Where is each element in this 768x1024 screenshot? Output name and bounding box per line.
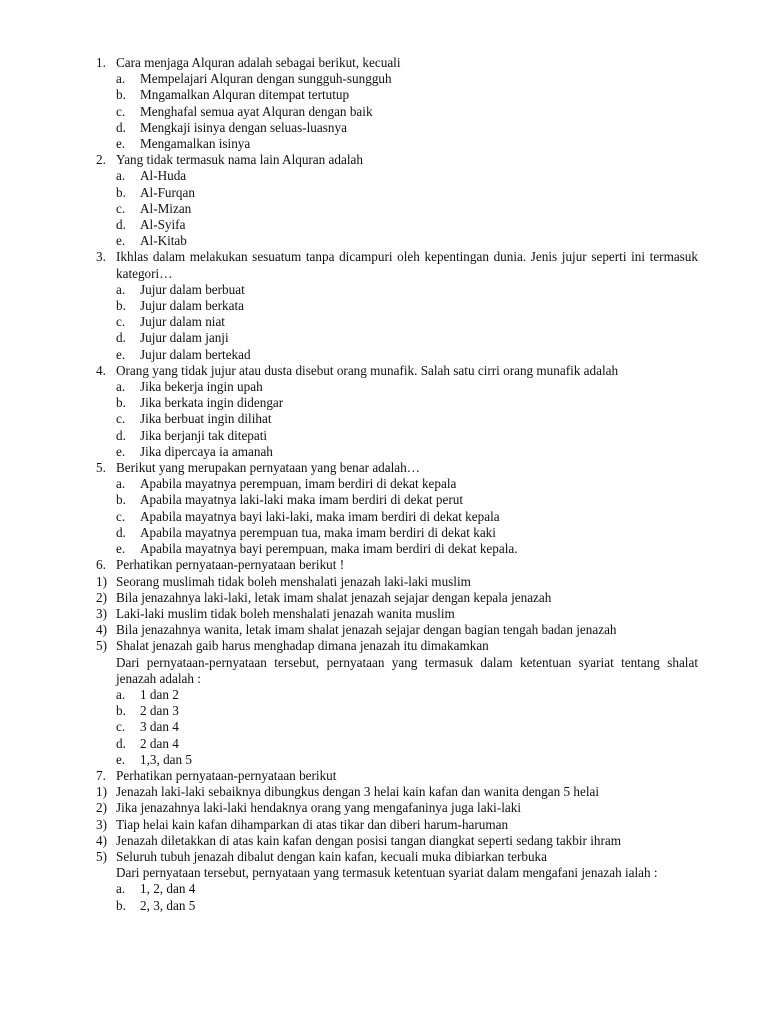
option-letter: d. — [116, 119, 126, 135]
statement-number: 3) — [96, 816, 107, 832]
answer-option — [116, 120, 698, 136]
answer-option — [116, 185, 698, 201]
option-text: Jika berkata ingin didengar — [140, 395, 284, 411]
option-text: Menghafal semua ayat Alquran dengan baik — [140, 103, 373, 119]
statement-number: 5) — [96, 638, 107, 654]
option-letter: c. — [116, 200, 126, 216]
question-text: Yang tidak termasuk nama lain Alquran adalah — [116, 152, 363, 168]
statement-text: Shalat jenazah gaib harus menghadap dimana jenazah itu dimakamkan — [116, 638, 489, 654]
option-letter: c. — [116, 508, 126, 524]
option-letter: a. — [116, 168, 126, 184]
answer-option — [116, 752, 698, 768]
option-letter: a. — [116, 71, 126, 87]
answer-option — [116, 282, 698, 298]
question-number: 6. — [96, 557, 106, 573]
option-text: Apabila mayatnya perempuan, imam berdiri di dekat kepala — [140, 476, 457, 492]
option-letter: e. — [116, 233, 126, 249]
statement-item — [96, 800, 698, 816]
answer-option — [116, 347, 698, 363]
question-followup: Dari pernyataan tersebut, pernyataan yang termasuk ketentuan syariat dalam mengafani jenazah ialah : — [116, 865, 658, 881]
statement-number: 1) — [96, 784, 107, 800]
statement-item — [96, 638, 698, 654]
statement-text: Laki-laki muslim tidak boleh menshalati jenazah wanita muslim — [116, 605, 455, 621]
option-text: Jika berbuat ingin dilihat — [140, 411, 272, 427]
option-letter: c. — [116, 411, 126, 427]
question-number: 7. — [96, 767, 106, 783]
question-number: 2. — [96, 152, 106, 168]
statement-number: 5) — [96, 848, 107, 864]
option-letter: d. — [116, 330, 126, 346]
question-stem — [96, 557, 698, 573]
answer-option — [116, 881, 698, 897]
statement-number: 2) — [96, 800, 107, 816]
statement-number: 2) — [96, 589, 107, 605]
answer-option — [116, 330, 698, 346]
option-text: 1, 2, dan 4 — [140, 881, 196, 897]
question-stem — [96, 460, 698, 476]
option-text: Al-Furqan — [140, 184, 195, 200]
option-text: Jika dipercaya ia amanah — [140, 443, 273, 459]
option-text: Mngamalkan Alquran ditempat tertutup — [140, 87, 350, 103]
option-letter: b. — [116, 87, 126, 103]
option-letter: b. — [116, 395, 126, 411]
option-letter: a. — [116, 281, 126, 297]
option-text: Apabila mayatnya perempuan tua, maka imam berdiri di dekat kaki — [140, 524, 496, 540]
answer-option — [116, 428, 698, 444]
option-text: Jika berjanji tak ditepati — [140, 427, 268, 443]
statement-text: Bila jenazahnya wanita, letak imam shalat jenazah sejajar dengan bagian tengah badan jenazah — [116, 622, 617, 638]
option-text: Apabila mayatnya bayi laki-laki, maka imam berdiri di dekat kepala — [140, 508, 500, 524]
answer-option — [116, 719, 698, 735]
question-text: Perhatikan pernyataan-pernyataan berikut ! — [116, 557, 345, 573]
option-text: Jika bekerja ingin upah — [140, 379, 263, 395]
answer-option — [116, 314, 698, 330]
question-item — [96, 460, 698, 557]
answer-option — [116, 476, 698, 492]
answer-option — [116, 136, 698, 152]
answer-option — [116, 71, 698, 87]
option-text: 2 dan 3 — [140, 703, 179, 719]
option-text: 1 dan 2 — [140, 686, 179, 702]
option-letter: d. — [116, 427, 126, 443]
option-letter: b. — [116, 703, 126, 719]
statement-text: Tiap helai kain kafan dihamparkan di atas tikar dan diberi harum-haruman — [116, 816, 509, 832]
option-text: Jujur dalam janji — [140, 330, 229, 346]
question-item — [96, 152, 698, 249]
answer-option — [116, 898, 698, 914]
question-number: 1. — [96, 55, 106, 70]
question-stem — [96, 152, 698, 168]
option-letter: c. — [116, 314, 126, 330]
option-text: 1,3, dan 5 — [140, 751, 193, 767]
answer-option — [116, 492, 698, 508]
statement-item — [96, 849, 698, 865]
answer-option — [116, 411, 698, 427]
option-text: Al-Huda — [140, 168, 187, 184]
question-stem — [96, 768, 698, 784]
option-letter: c. — [116, 103, 126, 119]
statement-number: 3) — [96, 605, 107, 621]
option-text: Mempelajari Alquran dengan sungguh-sungguh — [140, 71, 392, 87]
statement-text: Jenazah diletakkan di atas kain kafan dengan posisi tangan diangkat seperti sedang takbir ihram — [116, 832, 621, 848]
option-text: Mengkaji isinya dengan seluas-luasnya — [140, 119, 347, 135]
option-text: Jujur dalam berbuat — [140, 281, 245, 297]
option-text: Apabila mayatnya bayi perempuan, maka imam berdiri di dekat kepala. — [140, 541, 518, 557]
option-text: 3 dan 4 — [140, 719, 179, 735]
option-letter: a. — [116, 881, 126, 897]
answer-option — [116, 201, 698, 217]
option-text: Mengamalkan isinya — [140, 136, 251, 152]
answer-option — [116, 444, 698, 460]
question-item — [96, 557, 698, 768]
statement-text: Seorang muslimah tidak boleh menshalati jenazah laki-laki muslim — [116, 573, 471, 589]
option-letter: c. — [116, 719, 126, 735]
statement-item — [96, 817, 698, 833]
statement-item — [96, 833, 698, 849]
answer-option — [116, 233, 698, 249]
option-letter: a. — [116, 476, 126, 492]
answer-option — [116, 298, 698, 314]
question-text: Perhatikan pernyataan-pernyataan berikut — [116, 767, 337, 783]
statement-item — [96, 784, 698, 800]
answer-option — [116, 87, 698, 103]
option-text: Al-Kitab — [140, 233, 187, 249]
question-text: Berikut yang merupakan pernyataan yang benar adalah… — [116, 460, 420, 476]
statement-number: 4) — [96, 832, 107, 848]
statement-text: Bila jenazahnya laki-laki, letak imam shalat jenazah sejajar dengan kepala jenazah — [116, 589, 552, 605]
question-text: Orang yang tidak jujur atau dusta disebut orang munafik. Salah satu cirri orang munafik adalah — [116, 362, 619, 378]
option-letter: b. — [116, 897, 126, 913]
statement-text: Seluruh tubuh jenazah dibalut dengan kain kafan, kecuali muka dibiarkan terbuka — [116, 848, 548, 864]
question-list — [96, 55, 698, 914]
option-letter: e. — [116, 346, 126, 362]
question-stem — [96, 55, 698, 71]
question-text: Cara menjaga Alquran adalah sebagai berikut, kecuali — [116, 55, 401, 70]
option-letter: d. — [116, 217, 126, 233]
option-text: Al-Syifa — [140, 217, 186, 233]
option-text: Al-Mizan — [140, 200, 192, 216]
option-text: Jujur dalam niat — [140, 314, 225, 330]
option-letter: e. — [116, 751, 126, 767]
question-item — [96, 768, 698, 914]
option-letter: b. — [116, 184, 126, 200]
option-letter: d. — [116, 735, 126, 751]
question-item — [96, 363, 698, 460]
statement-item — [96, 590, 698, 606]
statement-item — [96, 606, 698, 622]
question-number: 3. — [96, 249, 106, 265]
question-followup: Dari pernyataan-pernyataan tersebut, pernyataan yang termasuk dalam ketentuan syariat tentang shalat jenazah adalah : — [116, 654, 698, 686]
option-text: 2, 3, dan 5 — [140, 897, 196, 913]
statement-item — [96, 622, 698, 638]
question-stem — [96, 363, 698, 379]
answer-option — [116, 703, 698, 719]
answer-option — [116, 168, 698, 184]
answer-option — [116, 395, 698, 411]
statement-item — [96, 574, 698, 590]
answer-option — [116, 541, 698, 557]
option-letter: e. — [116, 541, 126, 557]
option-text: Jujur dalam bertekad — [140, 346, 251, 362]
option-letter: b. — [116, 492, 126, 508]
answer-option — [116, 104, 698, 120]
answer-option — [116, 687, 698, 703]
statement-number: 1) — [96, 573, 107, 589]
question-item — [96, 55, 698, 152]
statement-text: Jika jenazahnya laki-laki hendaknya orang yang mengafaninya juga laki-laki — [116, 800, 521, 816]
answer-option — [116, 217, 698, 233]
statement-number: 4) — [96, 622, 107, 638]
question-item — [96, 249, 698, 362]
question-number: 4. — [96, 362, 106, 378]
option-text: Jujur dalam berkata — [140, 298, 244, 314]
question-number: 5. — [96, 460, 106, 476]
question-text: Ikhlas dalam melakukan sesuatum tanpa dicampuri oleh kepentingan dunia. Jenis jujur seperti ini termasuk kategori… — [116, 249, 698, 281]
option-letter: a. — [116, 379, 126, 395]
question-stem — [96, 249, 698, 281]
answer-option — [116, 379, 698, 395]
option-text: 2 dan 4 — [140, 735, 179, 751]
option-letter: a. — [116, 686, 126, 702]
option-letter: d. — [116, 524, 126, 540]
option-letter: b. — [116, 298, 126, 314]
answer-option — [116, 736, 698, 752]
answer-option — [116, 525, 698, 541]
option-letter: e. — [116, 443, 126, 459]
statement-text: Jenazah laki-laki sebaiknya dibungkus dengan 3 helai kain kafan dan wanita dengan 5 helai — [116, 784, 600, 800]
answer-option — [116, 509, 698, 525]
option-letter: e. — [116, 136, 126, 152]
option-text: Apabila mayatnya laki-laki maka imam berdiri di dekat perut — [140, 492, 463, 508]
